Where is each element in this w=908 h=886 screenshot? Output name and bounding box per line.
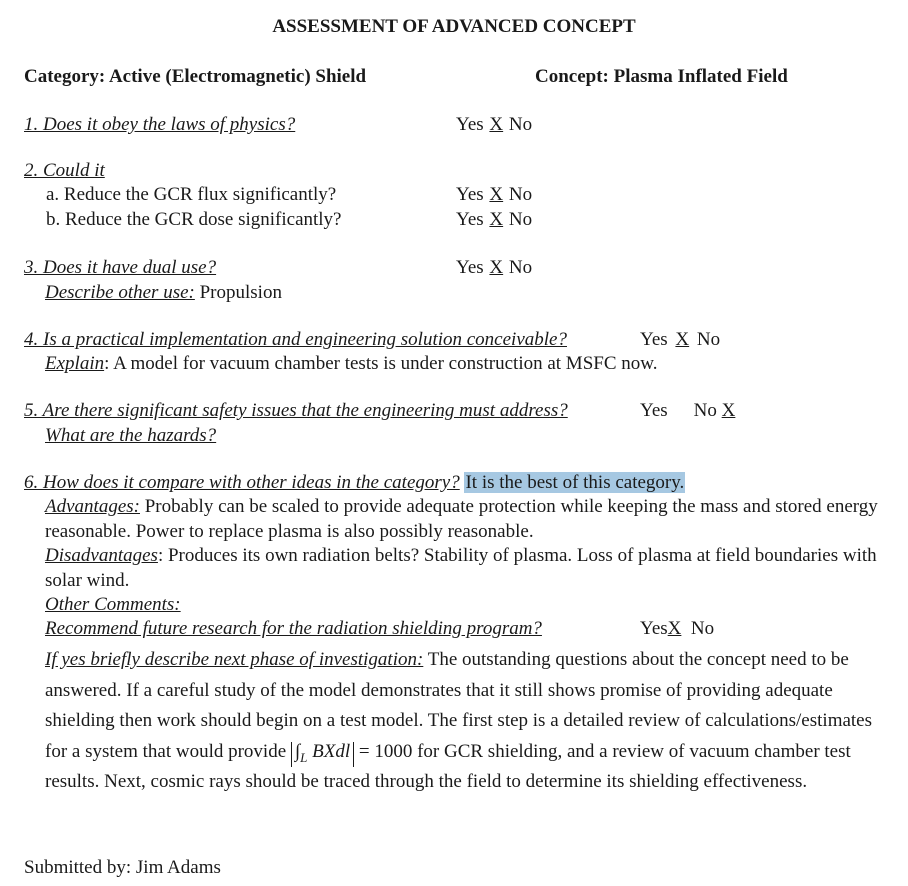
q6-next-phase-label: If yes briefly describe next phase of investigation: <box>45 649 424 670</box>
q1-mark: X <box>489 114 504 135</box>
q6-recommend-no: No <box>690 618 715 639</box>
q1-no: No <box>508 114 533 135</box>
q6-recommend-label: Recommend future research for the radiation shielding program? <box>45 618 542 639</box>
submitted-by: Submitted by: Jim Adams <box>24 857 221 878</box>
formula-sub: L <box>300 749 308 765</box>
q2a-no: No <box>508 184 533 205</box>
category-label: Category: Active (Electromagnetic) Shield <box>24 66 367 87</box>
q2b-yes: Yes <box>456 209 484 230</box>
q1-answer <box>456 114 532 136</box>
document-title: ASSESSMENT OF ADVANCED CONCEPT <box>272 16 636 37</box>
q6-disadvantages-text: : Produces its own radiation belts? Stability of plasma. Loss of plasma at field boundaries with solar wind. <box>45 545 877 591</box>
q6-advantages-label: Advantages: <box>45 496 140 517</box>
q2a-yes: Yes <box>456 184 484 205</box>
question-2b: b. Reduce the GCR dose significantly? <box>46 209 342 230</box>
question-1: 1. Does it obey the laws of physics? <box>24 114 296 135</box>
question-5: 5. Are there significant safety issues that the engineering must address? <box>24 400 568 421</box>
q3-no: No <box>508 257 533 278</box>
q2a-answer <box>456 184 532 206</box>
formula-value: = 1000 <box>358 740 413 762</box>
q3-describe <box>45 282 282 304</box>
q3-describe-label: Describe other use: <box>45 282 195 303</box>
q4-no: No <box>696 329 721 350</box>
q2b-no: No <box>508 209 533 230</box>
q6-recommend-answer <box>640 618 714 640</box>
question-4: 4. Is a practical implementation and engineering solution conceivable? <box>24 329 567 350</box>
q2b-answer <box>456 209 532 231</box>
q2b-mark: X <box>489 209 504 230</box>
formula-integral <box>291 742 354 768</box>
q5-no: No <box>693 400 717 421</box>
question-2: 2. Could it <box>24 160 105 181</box>
question-6-row <box>24 472 685 494</box>
q3-describe-value: Propulsion <box>199 282 282 303</box>
q3-yes: Yes <box>456 257 484 278</box>
q4-explain-value: : A model for vacuum chamber tests is under construction at MSFC now. <box>104 353 658 374</box>
q6-advantages-text: Probably can be scaled to provide adequate protection while keeping the mass and stored energy reasonable. Power to replace plasma is also possibly reasonable. <box>45 496 878 542</box>
q4-explain-label: Explain <box>45 353 105 374</box>
question-3: 3. Does it have dual use? <box>24 257 217 278</box>
q6-disadvantages-label: Disadvantages <box>45 545 158 566</box>
q5-hazards-label: What are the hazards? <box>45 425 217 446</box>
q6-next-phase <box>45 645 890 798</box>
q3-mark: X <box>489 257 504 278</box>
q5-answer <box>640 400 735 422</box>
formula-body: BXdl <box>312 740 351 762</box>
q6-next-phase-text-2: for GCR shielding, and a review of vacuum chamber test results. Next, cosmic rays should be traced through the field to determine its shielding effectiveness. <box>45 740 851 793</box>
q6-recommend-mark: X <box>667 618 682 639</box>
q6-next-phase-text-1: The outstanding questions about the concept need to be answered. If a careful study of the model demonstrates that it still shows promise of providing adequate shielding then work should begin on a test model. The first step is a detailed review of calculations/estimates for a system that would provide <box>45 649 873 762</box>
q3-answer <box>456 257 532 279</box>
q6-other-comments-label: Other Comments: <box>45 594 181 615</box>
q4-explain <box>45 353 658 375</box>
q5-yes: Yes <box>640 400 668 421</box>
q5-mark: X <box>721 400 736 421</box>
q6-answer-highlight: It is the best of this category. <box>465 472 685 493</box>
question-2a: a. Reduce the GCR flux significantly? <box>46 184 337 205</box>
q2a-mark: X <box>489 184 504 205</box>
formula-integral-sign: ∫ <box>294 740 301 762</box>
q4-mark: X <box>675 329 690 350</box>
q1-yes: Yes <box>456 114 484 135</box>
q6-disadvantages <box>45 544 890 593</box>
q6-recommend-yes: Yes <box>640 618 668 639</box>
q4-answer <box>640 329 720 351</box>
q6-advantages <box>45 495 890 544</box>
question-6: 6. How does it compare with other ideas in the category? <box>24 472 460 493</box>
concept-label: Concept: Plasma Inflated Field <box>535 66 788 87</box>
q4-yes: Yes <box>640 329 668 350</box>
